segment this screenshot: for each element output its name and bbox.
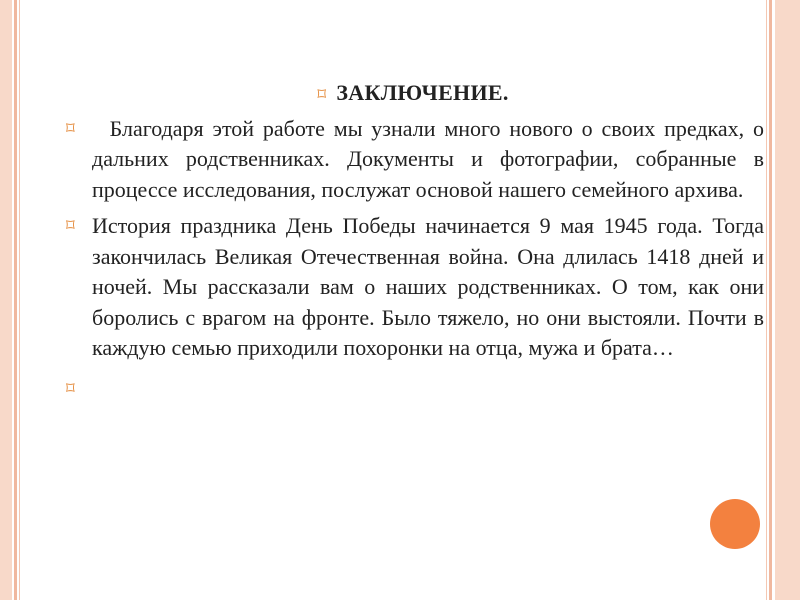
- right-frame-stripe-wide: [775, 0, 800, 600]
- left-frame-stripe-thin: [19, 0, 20, 600]
- paragraph-history: [62, 211, 764, 364]
- bullet-icon: ⌑: [66, 118, 75, 138]
- left-frame-stripe-wide: [0, 0, 12, 600]
- bullet-icon: ⌑: [66, 378, 75, 398]
- slide-heading: ЗАКЛЮЧЕНИЕ.: [336, 80, 509, 105]
- paragraph-text: История праздника День Победы начинается 9 мая 1945 года. Тогда закончилась Великая Отечественная война. Она длилась 1418 дней и ночей. Мы рассказали вам о наших родственниках. О том, как они боролись с врагом на фронте. Было тяжело, но они выстояли. Почти в каждую семью приходили похоронки на отца, мужа и брата…: [92, 213, 764, 360]
- slide-content: [62, 78, 770, 404]
- heading-line: [62, 78, 764, 111]
- empty-list-item: [62, 374, 764, 404]
- right-frame-stripe-line: [769, 0, 772, 600]
- slide: [22, 0, 770, 600]
- bullet-icon: ⌑: [66, 216, 75, 235]
- bullet-icon: ⌑: [317, 85, 327, 104]
- decorative-orange-circle: [710, 499, 760, 549]
- right-frame-stripe-thin: [766, 0, 767, 600]
- paragraph-text: Благодаря этой работе мы узнали много нового о своих предках, о дальних родственниках. Документы и фотографии, собранные в процессе исследования, послужат основой нашего семейного архива.: [92, 115, 770, 202]
- left-frame-stripe-line: [14, 0, 17, 600]
- paragraph-conclusion: [62, 114, 770, 206]
